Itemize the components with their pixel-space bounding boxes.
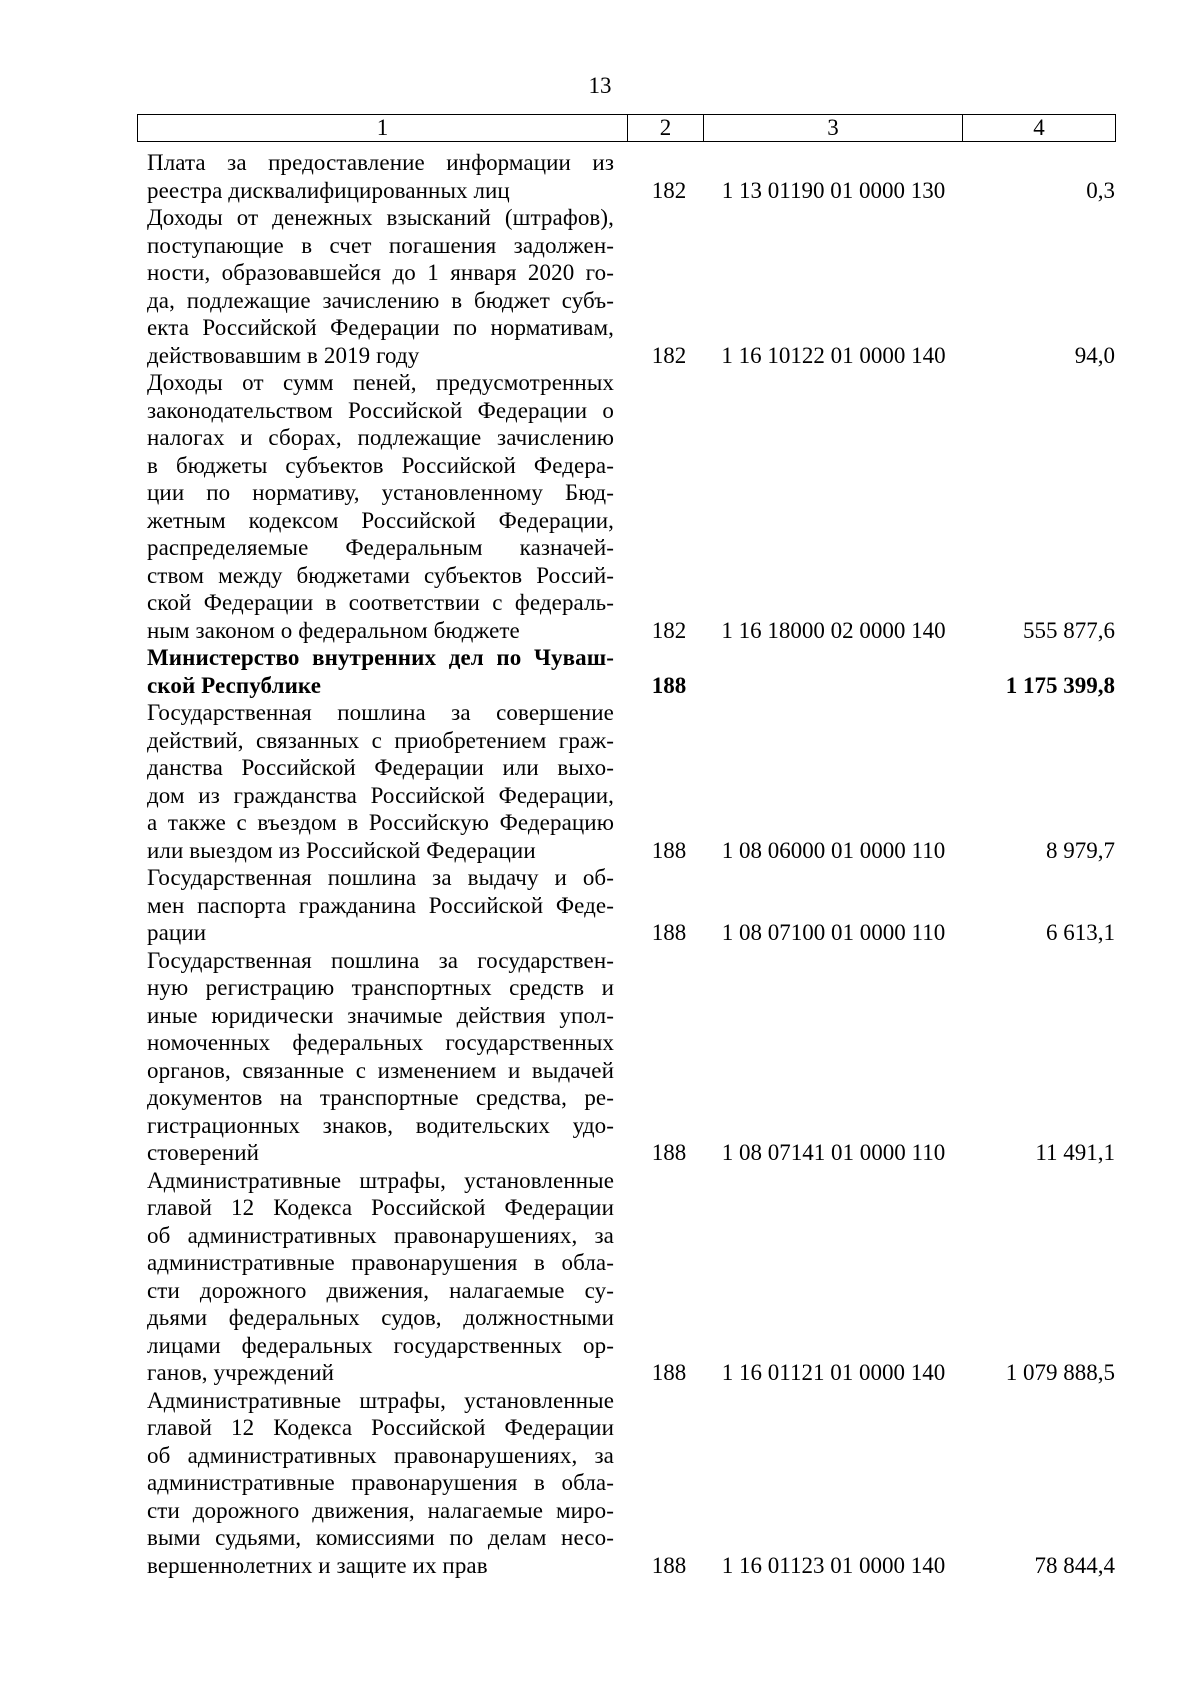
- column-header-2: 2: [628, 115, 704, 142]
- table-row: [0, 947, 1200, 1167]
- amount: 6 613,1: [1046, 920, 1115, 945]
- admin-code: 188: [651, 1360, 687, 1385]
- budget-classification-code: 1 16 18000 02 0000 140: [721, 617, 946, 643]
- admin-code: 188: [651, 1140, 687, 1165]
- budget-classification-code: 1 08 06000 01 0000 110: [721, 837, 946, 863]
- description-line: а также с въездом в Российскую Федерацию: [147, 810, 614, 835]
- budget-classification-code: 1 16 01121 01 0000 140: [721, 1360, 946, 1385]
- description-line: сти дорожного движения, налагаемые миро-: [147, 1497, 614, 1523]
- description-line: лицами федеральных государственных ор-: [147, 1332, 614, 1358]
- admin-code: 182: [651, 617, 687, 643]
- table-row: [0, 699, 1200, 864]
- description-line: ности, образовавшейся до 1 января 2020 го-: [147, 260, 614, 285]
- description-line: гистрационных знаков, водительских удо-: [147, 1112, 614, 1138]
- budget-classification-code: 1 13 01190 01 0000 130: [721, 177, 946, 203]
- description-line: дьями федеральных судов, должностными: [147, 1305, 614, 1330]
- description-line: документов на транспортные средства, ре-: [147, 1085, 614, 1110]
- description-line: главой 12 Кодекса Российской Федерации: [147, 1195, 614, 1220]
- revenue-description: [147, 644, 614, 699]
- table-row: [0, 204, 1200, 369]
- description-line: мен паспорта гражданина Российской Феде-: [147, 892, 614, 918]
- description-line: Государственная пошлина за выдачу и об-: [147, 865, 614, 890]
- page-number: 13: [588, 73, 612, 98]
- description-line: данства Российской Федерации или выхо-: [147, 755, 614, 780]
- amount: 94,0: [1074, 342, 1115, 368]
- description-line: Доходы от денежных взысканий (штрафов),: [147, 205, 614, 230]
- revenue-table-body: [0, 149, 1200, 1579]
- budget-classification-code: 1 16 01123 01 0000 140: [721, 1552, 946, 1578]
- description-line: действий, связанных с приобретением граж-: [147, 727, 614, 753]
- description-line: вершеннолетних и защите их прав: [147, 1552, 488, 1578]
- description-line: об административных правонарушениях, за: [147, 1442, 614, 1468]
- description-line: да, подлежащие зачислению в бюджет субъ-: [147, 287, 614, 313]
- description-line: ской Республике: [147, 672, 322, 698]
- revenue-description: [147, 369, 614, 644]
- description-line: законодательством Российской Федерации о: [147, 397, 614, 423]
- description-line: ской Федерации в соответствии с федераль-: [147, 590, 614, 615]
- description-line: Административные штрафы, установленные: [147, 1387, 614, 1413]
- description-line: Государственная пошлина за государствен-: [147, 947, 614, 973]
- revenue-description: [147, 864, 614, 947]
- description-line: ции по нормативу, установленному Бюд-: [147, 480, 614, 505]
- amount: 8 979,7: [1046, 837, 1115, 863]
- description-line: екта Российской Федерации по нормативам,: [147, 315, 614, 340]
- description-line: стоверений: [147, 1140, 260, 1165]
- description-line: в бюджеты субъектов Российской Федера-: [147, 452, 614, 478]
- description-line: Доходы от сумм пеней, предусмотренных: [147, 370, 614, 395]
- table-row: [0, 369, 1200, 644]
- description-line: жетным кодексом Российской Федерации,: [147, 507, 614, 533]
- revenue-description: [147, 204, 614, 369]
- amount: 78 844,4: [1034, 1552, 1115, 1578]
- description-line: распределяемые Федеральным казначей-: [147, 535, 614, 560]
- description-line: или выездом из Российской Федерации: [147, 837, 536, 863]
- description-line: действовавшим в 2019 году: [147, 342, 420, 368]
- description-line: поступающие в счет погашения задолжен-: [147, 232, 614, 258]
- description-line: ством между бюджетами субъектов Россий-: [147, 562, 614, 588]
- revenue-description: [147, 1167, 614, 1387]
- description-line: реестра дисквалифицированных лиц: [147, 177, 510, 203]
- budget-classification-code: 1 08 07100 01 0000 110: [721, 920, 946, 945]
- amount: 1 079 888,5: [1005, 1360, 1115, 1385]
- description-line: налогах и сборах, подлежащие зачислению: [147, 425, 614, 450]
- budget-classification-code: 1 08 07141 01 0000 110: [721, 1140, 946, 1165]
- description-line: рации: [147, 920, 207, 945]
- column-header-3: 3: [704, 115, 963, 142]
- column-header-1: 1: [138, 115, 628, 142]
- column-header-table: [137, 114, 1116, 142]
- description-line: органов, связанные с изменением и выдачей: [147, 1057, 614, 1083]
- description-line: административные правонарушения в обла-: [147, 1470, 614, 1495]
- amount: 11 491,1: [1035, 1140, 1115, 1165]
- admin-code: 188: [651, 672, 687, 698]
- admin-code: 188: [651, 920, 687, 945]
- description-line: номоченных федеральных государственных: [147, 1030, 614, 1055]
- description-line: ганов, учреждений: [147, 1360, 335, 1385]
- amount: 1 175 399,8: [1005, 672, 1115, 698]
- description-line: ную регистрацию транспортных средств и: [147, 975, 614, 1000]
- table-row: [0, 864, 1200, 947]
- revenue-description: [147, 947, 614, 1167]
- revenue-description: [147, 149, 614, 204]
- table-row: [0, 1387, 1200, 1580]
- description-line: Административные штрафы, установленные: [147, 1167, 614, 1193]
- description-line: главой 12 Кодекса Российской Федерации: [147, 1415, 614, 1440]
- description-line: Плата за предоставление информации из: [147, 150, 614, 175]
- admin-code: 188: [651, 837, 687, 863]
- description-line: ным законом о федеральном бюджете: [147, 617, 520, 643]
- description-line: иные юридически значимые действия упол-: [147, 1002, 614, 1028]
- table-row: [0, 1167, 1200, 1387]
- column-header-4: 4: [963, 115, 1116, 142]
- table-row: [0, 644, 1200, 699]
- description-line: административные правонарушения в обла-: [147, 1250, 614, 1275]
- description-line: об административных правонарушениях, за: [147, 1222, 614, 1248]
- admin-code: 182: [651, 177, 687, 203]
- amount: 555 877,6: [1023, 617, 1115, 643]
- revenue-description: [147, 1387, 614, 1580]
- amount: 0,3: [1086, 177, 1115, 203]
- revenue-description: [147, 699, 614, 864]
- description-line: Министерство внутренних дел по Чуваш-: [147, 645, 614, 670]
- description-line: Государственная пошлина за совершение: [147, 700, 614, 725]
- description-line: дом из гражданства Российской Федерации,: [147, 782, 614, 808]
- budget-classification-code: 1 16 10122 01 0000 140: [721, 342, 946, 368]
- admin-code: 188: [651, 1552, 687, 1578]
- description-line: выми судьями, комиссиями по делам несо-: [147, 1525, 614, 1550]
- admin-code: 182: [651, 342, 687, 368]
- table-row: [0, 149, 1200, 204]
- description-line: сти дорожного движения, налагаемые су-: [147, 1277, 614, 1303]
